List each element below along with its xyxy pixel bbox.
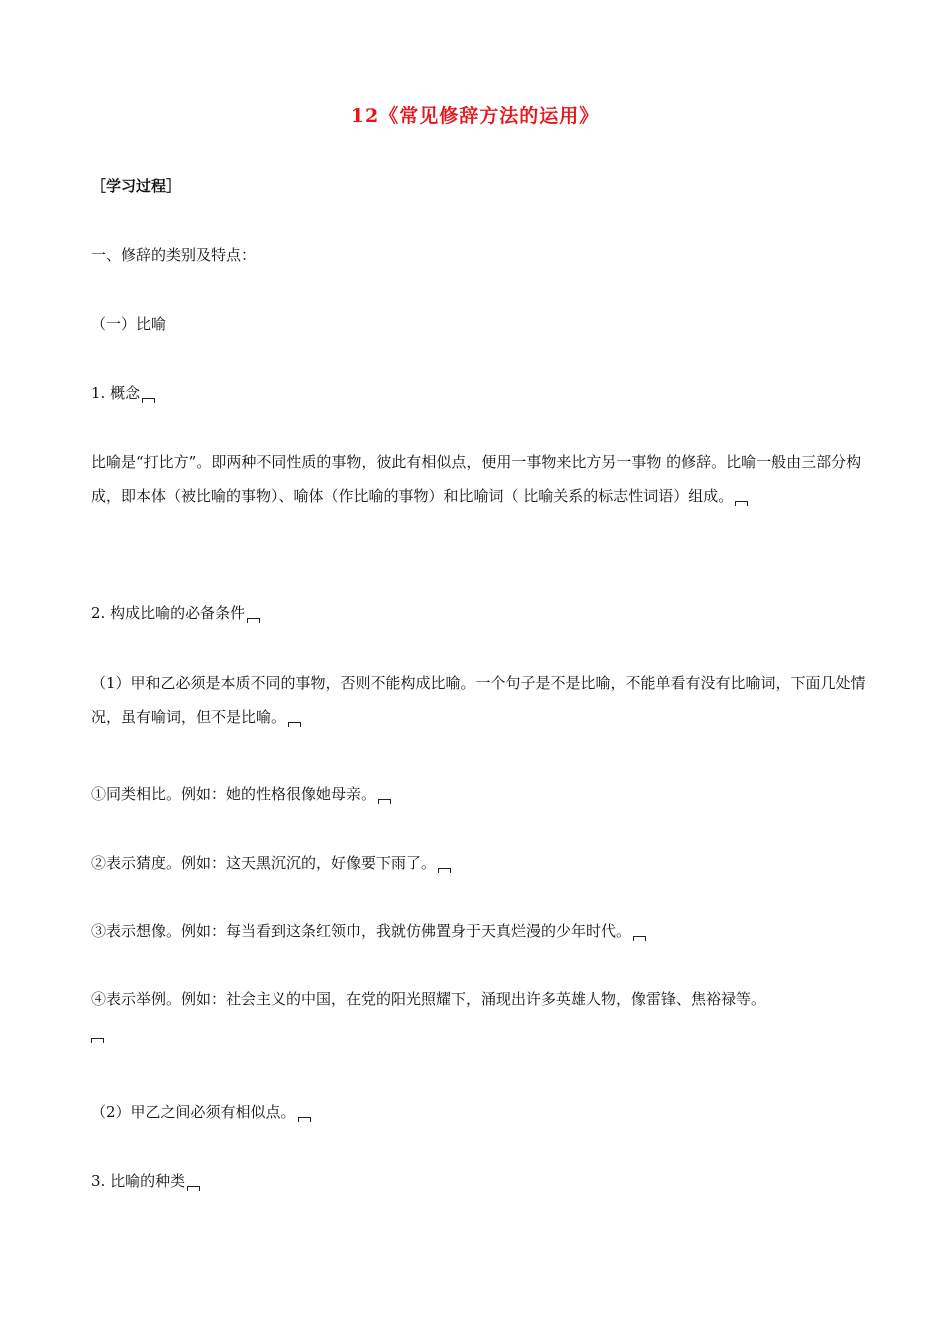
case-item-4	[91, 982, 866, 1050]
item-heading-concept	[91, 382, 870, 404]
paragraph-condition-2-text: （2）甲乙之间必须有相似点。	[91, 1103, 296, 1121]
case-item-4-text: ④表示举例。例如：社会主义的中国，在党的阳光照耀下，涌现出许多英雄人物，像雷锋、焦裕禄等。	[91, 990, 767, 1008]
paragraph-condition-2	[91, 1101, 870, 1123]
section-heading: ［学习过程］	[91, 177, 182, 195]
item-heading-types	[91, 1170, 870, 1192]
paragraph-mark-icon	[298, 1117, 311, 1122]
case-item-2	[91, 852, 870, 874]
item-heading-concept-text: 1. 概念	[91, 384, 141, 402]
case-item-2-text: ②表示猜度。例如：这天黑沉沉的，好像要下雨了。	[91, 854, 437, 872]
subsection-title: （一）比喻	[91, 315, 167, 333]
paragraph-definition-text: 比喻是“打比方”。即两种不同性质的事物，彼此有相似点，便用一事物来比方另一事物 的修辞。比喻一般由三部分构成，即本体（被比喻的事物）、喻体（作比喻的事物）和比喻词（ 比喻关系的标志性词语）组成。	[91, 453, 862, 505]
section-title: 一、修辞的类别及特点：	[91, 246, 257, 264]
paragraph-definition	[91, 445, 866, 513]
case-item-1-text: ①同类相比。例如：她的性格很像她母亲。	[91, 785, 377, 803]
document-title: 12《常见修辞方法的运用》	[350, 105, 600, 127]
item-heading-conditions-text: 2. 构成比喻的必备条件	[91, 604, 246, 622]
paragraph-mark-icon	[633, 936, 646, 941]
paragraph-condition-1	[91, 666, 866, 734]
case-item-3	[91, 920, 870, 942]
item-heading-types-text: 3. 比喻的种类	[91, 1172, 186, 1190]
paragraph-condition-1-text: （1）甲和乙必须是本质不同的事物，否则不能构成比喻。一个句子是不是比喻，不能单看有没有比喻词，下面几处情况，虽有喻词，但不是比喻。	[91, 674, 866, 726]
paragraph-mark-icon	[735, 501, 748, 506]
case-item-3-text: ③表示想像。例如：每当看到这条红领巾，我就仿佛置身于天真烂漫的少年时代。	[91, 922, 632, 940]
paragraph-mark-icon	[378, 799, 391, 804]
paragraph-mark-icon	[438, 868, 451, 873]
paragraph-mark-icon	[288, 722, 301, 727]
paragraph-mark-icon	[187, 1186, 200, 1191]
paragraph-mark-icon	[247, 618, 260, 623]
item-heading-conditions	[91, 602, 870, 624]
paragraph-mark-icon	[142, 398, 155, 403]
paragraph-mark-icon	[91, 1038, 104, 1043]
case-item-1	[91, 783, 870, 805]
